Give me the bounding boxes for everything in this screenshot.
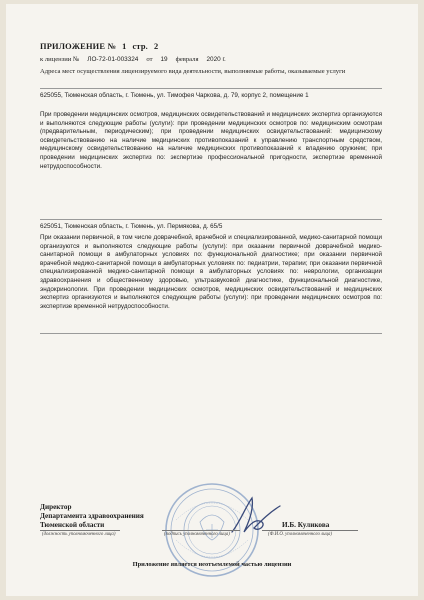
section-2-services: При оказании первичной, в том числе доврачебной, врачебной и специализированной, медико-санитарной помощи организуются и выполняются следующие работы (услуги): при оказании первичной доврачебной медико-санитарной помощи в амбулаторных условиях по: функциональной диагностике; при оказании первичной врачебной медико-санитарной помощи в амбулаторных условиях по: педиатрии, терапии; при оказании первичной специализированной медико-санитарной помощи в амбулаторных условиях по: неврологии, организации здравоохранения и общественному здоровью, ультразвуковой диагностике, функциональной диагностике, эндокринологии. При проведении медицинских осмотров, медицинских освидетельствований и медицинских экспертиз организуются и выполняются следующие работы (услуги): при проведении медицинских осмотров по: экспертизе временной нетрудоспособности. — [40, 234, 382, 310]
license-year: 2020 г. — [206, 56, 226, 63]
section-2-address: 625051, Тюменская область, г. Тюмень, ул. Пермякова, д. 65/5 — [40, 223, 223, 230]
signature-underline — [262, 530, 358, 531]
signatory-position-line-2: Департамента здравоохранения — [40, 511, 144, 520]
caption-position: (должность уполномоченного лица) — [42, 532, 116, 537]
signatory-name: И.Б. Куликова — [282, 521, 330, 529]
divider-line — [40, 219, 382, 220]
license-day: 19 — [160, 56, 168, 63]
signature-underline — [162, 530, 240, 531]
license-reference — [40, 56, 234, 63]
license-month: февраля — [175, 56, 199, 63]
page-number: 2 — [153, 42, 159, 51]
divider-line — [40, 333, 382, 334]
page-border-left — [0, 0, 6, 600]
signature-underline — [40, 530, 120, 531]
signatory-position-line-3: Тюменской области — [40, 520, 105, 529]
appendix-header — [40, 42, 164, 51]
divider-line — [40, 88, 382, 89]
section-1-services: При проведении медицинских осмотров, медицинских освидетельствований и медицинских экспертиз организуются и выполняются следующие работы (услуги): при проведении медицинских осмотров по: медицинским осмотрам (предварительным, периодическим); при проведении медицинских освидетельствований: медицинскому освидетельствованию на наличие медицинских противопоказаний к управлению транспортным средством, медицинскому освидетельствованию на наличие медицинских противопоказаний к владению оружием; при проведении медицинских экспертиз по: экспертизе профессиональной пригодности, экспертизе временной нетрудоспособности. — [40, 111, 382, 170]
caption-signature: (подпись уполномоченного лица) — [164, 532, 230, 537]
license-number: ЛО-72-01-003324 — [87, 56, 139, 63]
address-heading: Адреса мест осуществления лицензируемого вида деятельности, выполняемые работы, оказываемые услуги — [40, 68, 346, 75]
appendix-number: 1 — [122, 42, 127, 51]
page-border-right — [418, 0, 424, 600]
page-label: стр. — [132, 42, 148, 51]
license-prefix: к лицензии № — [40, 56, 80, 63]
signatory-position-line-1: Директор — [40, 503, 72, 511]
appendix-title: ПРИЛОЖЕНИЕ № — [40, 42, 117, 51]
license-from-label: от — [146, 56, 153, 63]
signatory-position — [40, 503, 144, 529]
section-1-address: 625055, Тюменская область, г. Тюмень, ул. Тимофея Чаркова, д. 79, корпус 2, помещение 1 — [40, 92, 309, 99]
page-border-bottom — [0, 596, 424, 600]
appendix-footer-note: Приложение является неотъемлемой частью лицензии — [132, 561, 292, 568]
page-border-top — [0, 0, 424, 4]
caption-name: (Ф.И.О. уполномоченного лица) — [268, 532, 332, 537]
